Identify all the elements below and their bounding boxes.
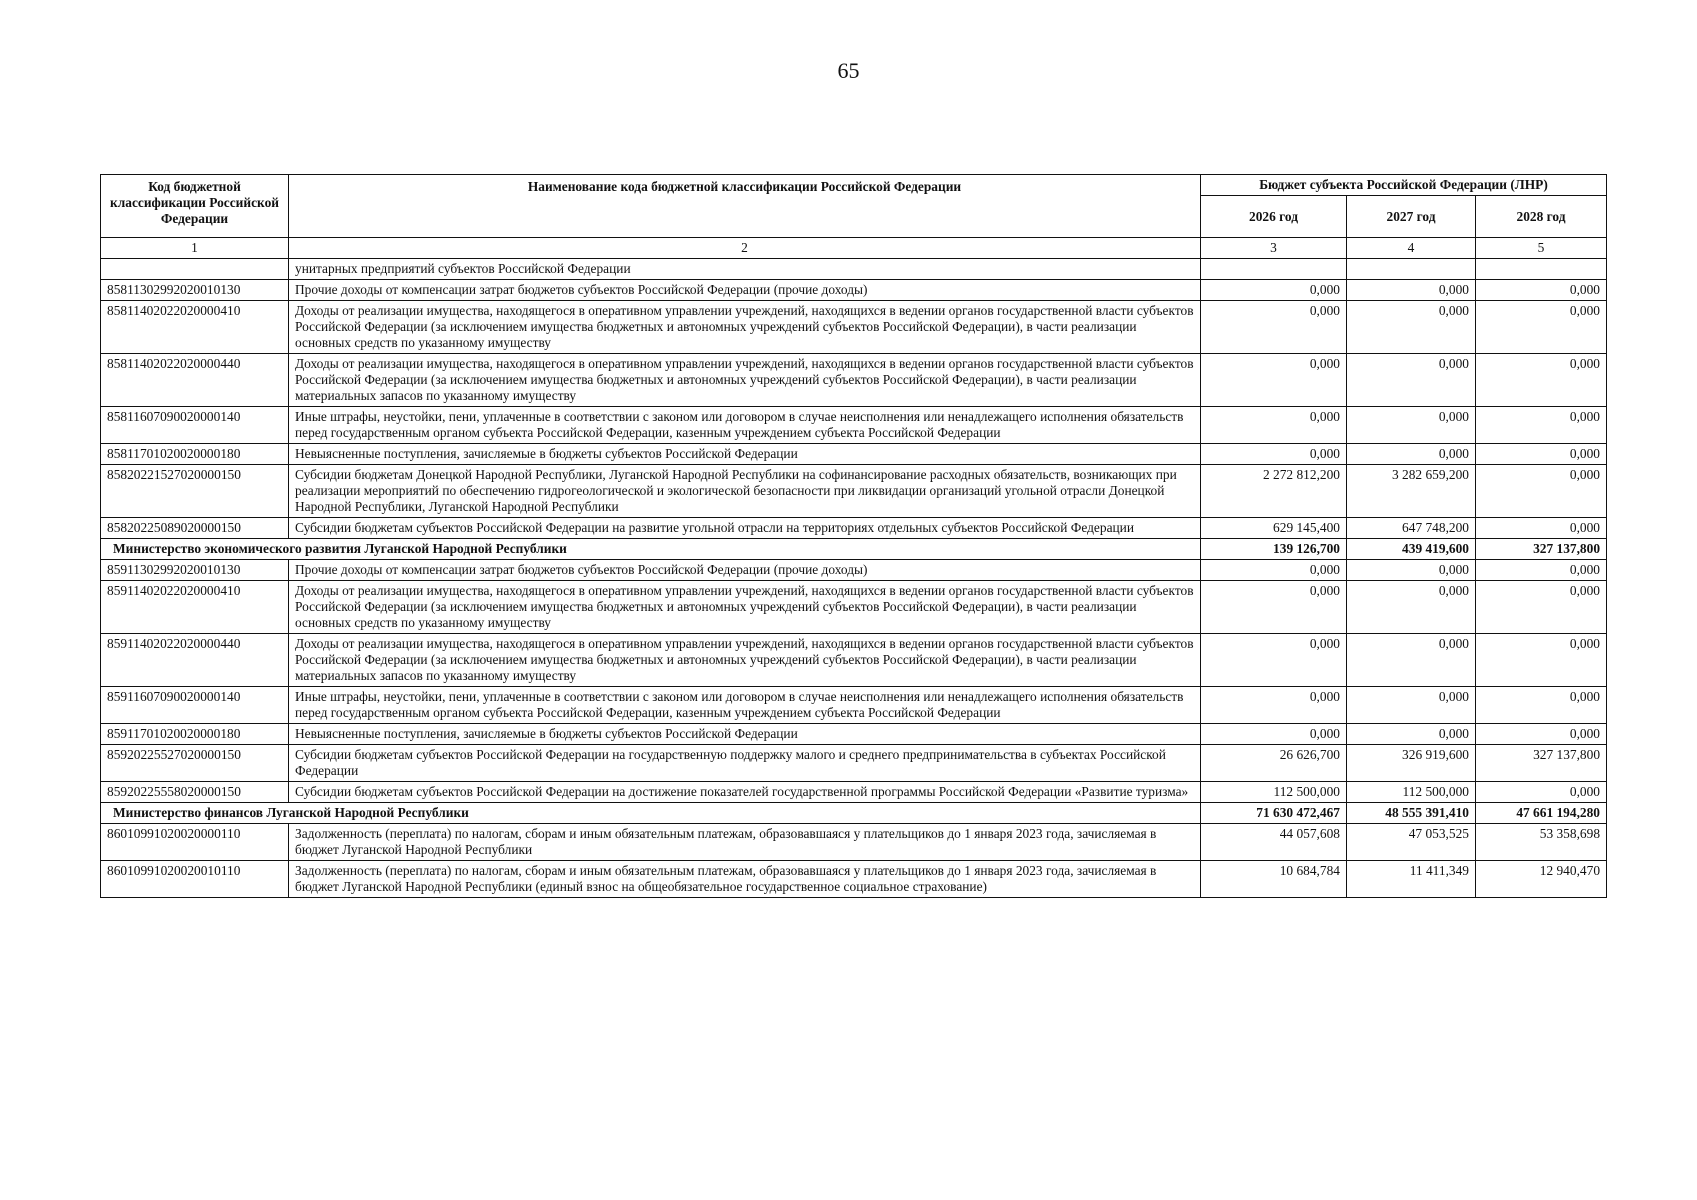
value-2028-cell: 0,000 [1476,301,1607,354]
table-row [101,560,1607,581]
value-2026-cell: 0,000 [1201,280,1347,301]
value-2028-cell: 0,000 [1476,687,1607,724]
value-2027-cell: 47 053,525 [1347,824,1476,861]
budget-code-cell: 85820225089020000150 [101,518,289,539]
value-2026-cell: 26 626,700 [1201,745,1347,782]
value-2026-cell: 0,000 [1201,407,1347,444]
classification-name-cell: Задолженность (переплата) по налогам, сборам и иным обязательным платежам, образовавшаяся у плательщиков до 1 января 2023 года, зачисляемая в бюджет Луганской Народной Республики (единый взнос на общеобязательное государственное социальное страхование) [289,861,1201,898]
value-2028-cell: 0,000 [1476,724,1607,745]
value-2027-cell: 0,000 [1347,301,1476,354]
value-2027-cell: 112 500,000 [1347,782,1476,803]
section-row [101,539,1607,560]
classification-name-cell: Доходы от реализации имущества, находящегося в оперативном управлении учреждений, находящихся в ведении органов государственной власти субъектов Российской Федерации (за исключением имущества бюджетных и автономных учреждений субъектов Российской Федерации), в части реализации материальных запасов по указанному имуществу [289,634,1201,687]
section-row [101,803,1607,824]
value-2026-cell: 112 500,000 [1201,782,1347,803]
budget-code-cell: 85911302992020010130 [101,560,289,581]
table-row [101,861,1607,898]
value-2028-cell: 0,000 [1476,560,1607,581]
budget-code-cell: 85920225527020000150 [101,745,289,782]
table-row [101,581,1607,634]
header-name-column: Наименование кода бюджетной классификации Российской Федерации [289,175,1201,238]
value-2026-cell: 0,000 [1201,581,1347,634]
budget-code-cell: 85911402022020000440 [101,634,289,687]
value-2026-cell: 0,000 [1201,724,1347,745]
value-2027-cell: 48 555 391,410 [1347,803,1476,824]
classification-name-cell: Доходы от реализации имущества, находящегося в оперативном управлении учреждений, находящихся в ведении органов государственной власти субъектов Российской Федерации (за исключением имущества бюджетных и автономных учреждений субъектов Российской Федерации), в части реализации основных средств по указанному имуществу [289,301,1201,354]
column-number: 4 [1347,238,1476,259]
value-2027-cell: 0,000 [1347,724,1476,745]
column-number: 3 [1201,238,1347,259]
table-row [101,724,1607,745]
value-2026-cell [1201,259,1347,280]
classification-name-cell: Иные штрафы, неустойки, пени, уплаченные в соответствии с законом или договором в случае неисполнения или ненадлежащего исполнения обязательств перед государственным органом субъекта Российской Федерации, казенным учреждением субъекта Российской Федерации [289,407,1201,444]
classification-name-cell: Иные штрафы, неустойки, пени, уплаченные в соответствии с законом или договором в случае неисполнения или ненадлежащего исполнения обязательств перед государственным органом субъекта Российской Федерации, казенным учреждением субъекта Российской Федерации [289,687,1201,724]
value-2028-cell: 0,000 [1476,354,1607,407]
value-2028-cell: 47 661 194,280 [1476,803,1607,824]
column-number: 2 [289,238,1201,259]
value-2028-cell: 0,000 [1476,518,1607,539]
value-2026-cell: 0,000 [1201,354,1347,407]
value-2028-cell: 327 137,800 [1476,539,1607,560]
value-2027-cell: 0,000 [1347,280,1476,301]
value-2027-cell: 0,000 [1347,407,1476,444]
budget-code-cell: 85811607090020000140 [101,407,289,444]
value-2026-cell: 71 630 472,467 [1201,803,1347,824]
value-2026-cell: 0,000 [1201,560,1347,581]
classification-name-cell: Доходы от реализации имущества, находящегося в оперативном управлении учреждений, находящихся в ведении органов государственной власти субъектов Российской Федерации (за исключением имущества бюджетных и автономных учреждений субъектов Российской Федерации), в части реализации основных средств по указанному имуществу [289,581,1201,634]
classification-name-cell: Субсидии бюджетам субъектов Российской Федерации на развитие угольной отрасли на территориях отдельных субъектов Российской Федерации [289,518,1201,539]
budget-code-cell: 85811402022020000410 [101,301,289,354]
value-2026-cell: 0,000 [1201,687,1347,724]
classification-name-cell: Субсидии бюджетам субъектов Российской Федерации на государственную поддержку малого и среднего предпринимательства в субъектах Российской Федерации [289,745,1201,782]
value-2027-cell [1347,259,1476,280]
classification-name-cell: Прочие доходы от компенсации затрат бюджетов субъектов Российской Федерации (прочие доходы) [289,560,1201,581]
table-row [101,407,1607,444]
value-2028-cell: 327 137,800 [1476,745,1607,782]
header-code-column: Код бюджетной классификации Российской Федерации [101,175,289,238]
budget-code-cell: 85920225558020000150 [101,782,289,803]
classification-name-cell: Задолженность (переплата) по налогам, сборам и иным обязательным платежам, образовавшаяся у плательщиков до 1 января 2023 года, зачисляемая в бюджет Луганской Народной Республики [289,824,1201,861]
value-2027-cell: 326 919,600 [1347,745,1476,782]
classification-name-cell: Субсидии бюджетам Донецкой Народной Республики, Луганской Народной Республики на софинансирование расходных обязательств, возникающих при реализации мероприятий по обеспечению гидрогеологической и экологической безопасности при ликвидации организаций угольной отрасли Донецкой Народной Республики, Луганской Народной Республики [289,465,1201,518]
value-2027-cell: 0,000 [1347,581,1476,634]
table-row [101,634,1607,687]
value-2027-cell: 0,000 [1347,634,1476,687]
value-2026-cell: 10 684,784 [1201,861,1347,898]
budget-code-cell: 86010991020020010110 [101,861,289,898]
classification-name-cell: унитарных предприятий субъектов Российской Федерации [289,259,1201,280]
table-row [101,354,1607,407]
classification-name-cell: Субсидии бюджетам субъектов Российской Федерации на достижение показателей государственной программы Российской Федерации «Развитие туризма» [289,782,1201,803]
budget-code-cell [101,259,289,280]
value-2026-cell: 0,000 [1201,301,1347,354]
table-row [101,259,1607,280]
budget-code-cell: 85911607090020000140 [101,687,289,724]
table-row [101,782,1607,803]
column-number: 5 [1476,238,1607,259]
value-2027-cell: 0,000 [1347,444,1476,465]
value-2026-cell: 0,000 [1201,634,1347,687]
value-2027-cell: 0,000 [1347,560,1476,581]
table-row [101,301,1607,354]
value-2028-cell: 12 940,470 [1476,861,1607,898]
value-2028-cell: 0,000 [1476,407,1607,444]
value-2028-cell: 53 358,698 [1476,824,1607,861]
classification-name-cell: Невыясненные поступления, зачисляемые в бюджеты субъектов Российской Федерации [289,724,1201,745]
header-year-2026: 2026 год [1201,196,1347,238]
value-2026-cell: 2 272 812,200 [1201,465,1347,518]
column-number: 1 [101,238,289,259]
section-title: Министерство экономического развития Луганской Народной Республики [101,539,1201,560]
value-2026-cell: 44 057,608 [1201,824,1347,861]
header-year-2027: 2027 год [1347,196,1476,238]
table-row [101,687,1607,724]
budget-code-cell: 85811701020020000180 [101,444,289,465]
header-budget-group: Бюджет субъекта Российской Федерации (ЛНР) [1201,175,1607,196]
table-row [101,518,1607,539]
budget-code-cell: 85911402022020000410 [101,581,289,634]
section-title: Министерство финансов Луганской Народной Республики [101,803,1201,824]
value-2028-cell: 0,000 [1476,782,1607,803]
budget-code-cell: 85820221527020000150 [101,465,289,518]
value-2028-cell: 0,000 [1476,465,1607,518]
value-2028-cell: 0,000 [1476,634,1607,687]
budget-code-cell: 86010991020020000110 [101,824,289,861]
page-number: 65 [837,58,860,83]
value-2027-cell: 3 282 659,200 [1347,465,1476,518]
value-2026-cell: 0,000 [1201,444,1347,465]
value-2028-cell [1476,259,1607,280]
column-number-row [101,238,1607,259]
value-2028-cell: 0,000 [1476,280,1607,301]
value-2027-cell: 11 411,349 [1347,861,1476,898]
table-row [101,745,1607,782]
header-year-2028: 2028 год [1476,196,1607,238]
classification-name-cell: Доходы от реализации имущества, находящегося в оперативном управлении учреждений, находящихся в ведении органов государственной власти субъектов Российской Федерации (за исключением имущества бюджетных и автономных учреждений субъектов Российской Федерации), в части реализации материальных запасов по указанному имуществу [289,354,1201,407]
budget-table [100,174,1607,898]
table-header [101,175,1607,259]
classification-name-cell: Прочие доходы от компенсации затрат бюджетов субъектов Российской Федерации (прочие доходы) [289,280,1201,301]
table-row [101,280,1607,301]
value-2027-cell: 647 748,200 [1347,518,1476,539]
value-2027-cell: 439 419,600 [1347,539,1476,560]
value-2027-cell: 0,000 [1347,354,1476,407]
value-2028-cell: 0,000 [1476,581,1607,634]
table-row [101,824,1607,861]
table-body [101,259,1607,898]
value-2026-cell: 629 145,400 [1201,518,1347,539]
table-row [101,465,1607,518]
table-row [101,444,1607,465]
value-2027-cell: 0,000 [1347,687,1476,724]
value-2026-cell: 139 126,700 [1201,539,1347,560]
budget-code-cell: 85811302992020010130 [101,280,289,301]
budget-code-cell: 85911701020020000180 [101,724,289,745]
classification-name-cell: Невыясненные поступления, зачисляемые в бюджеты субъектов Российской Федерации [289,444,1201,465]
value-2028-cell: 0,000 [1476,444,1607,465]
budget-code-cell: 85811402022020000440 [101,354,289,407]
